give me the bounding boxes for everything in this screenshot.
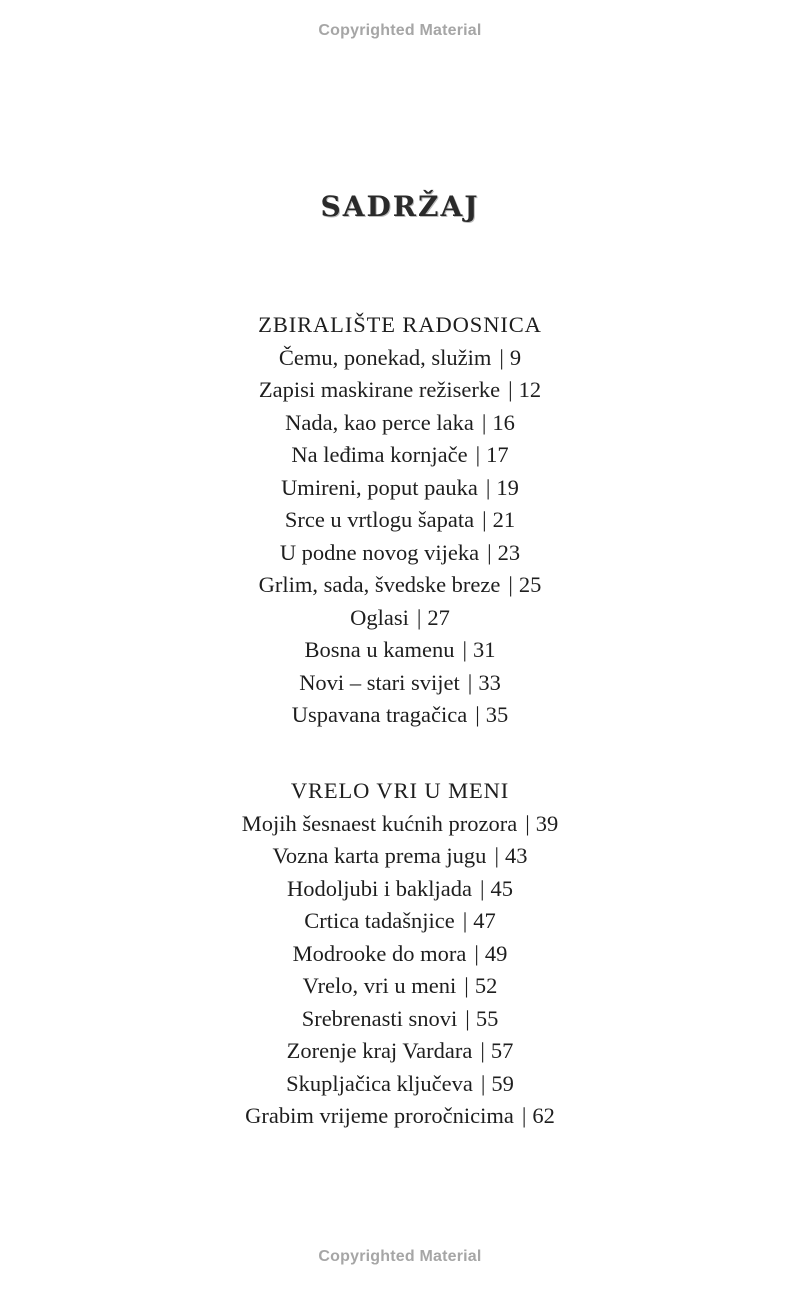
toc-entry bbox=[0, 439, 800, 472]
toc-entry-page: 57 bbox=[490, 1038, 514, 1063]
toc-entry-page: 17 bbox=[486, 442, 509, 467]
toc-entry bbox=[0, 504, 800, 537]
toc-section bbox=[0, 775, 800, 1133]
toc-entry-title: Bosna u kamenu bbox=[304, 637, 455, 662]
toc-entry-page: 31 bbox=[473, 637, 496, 662]
toc-entry-title: Čemu, ponekad, služim bbox=[278, 344, 492, 370]
copyright-watermark-top: Copyrighted Material bbox=[318, 22, 482, 39]
toc-separator: | bbox=[467, 669, 473, 695]
toc-separator: | bbox=[521, 1103, 527, 1128]
toc-entry-title: Zorenje kraj Vardara bbox=[286, 1038, 473, 1063]
toc-entry-page: 47 bbox=[473, 908, 496, 933]
toc-entry-page: 55 bbox=[475, 1005, 499, 1031]
toc-entry bbox=[0, 905, 800, 938]
toc-entry bbox=[0, 537, 800, 570]
toc-entry-title: Vrelo, vri u meni bbox=[302, 973, 457, 998]
toc-list bbox=[0, 342, 800, 732]
toc-separator: | bbox=[475, 702, 480, 727]
toc-entry-title: Uspavana tragačica bbox=[291, 702, 468, 727]
toc-separator: | bbox=[499, 344, 504, 370]
toc-entry-page: 23 bbox=[497, 539, 521, 565]
toc-entry-title: U podne novog vijeka bbox=[279, 539, 480, 565]
toc-entry bbox=[0, 840, 800, 873]
toc-separator: | bbox=[481, 409, 487, 435]
toc-entry bbox=[0, 634, 800, 667]
toc-entry-title: Nada, kao perce laka bbox=[285, 409, 474, 435]
toc-entry-page: 9 bbox=[509, 344, 522, 370]
toc-entry-title: Skupljačica ključeva bbox=[286, 1070, 473, 1096]
toc-entry-page: 16 bbox=[492, 409, 515, 435]
toc-entry-page: 19 bbox=[496, 474, 519, 500]
toc-entry-title: Modrooke do mora bbox=[292, 940, 467, 966]
toc-entry-page: 12 bbox=[518, 377, 542, 402]
toc-separator: | bbox=[482, 507, 487, 532]
toc-entry-title: Srebrenasti snovi bbox=[301, 1005, 458, 1031]
toc-entry-page: 62 bbox=[532, 1103, 555, 1128]
toc-entry-title: Grlim, sada, švedske breze bbox=[258, 572, 501, 597]
toc-separator: | bbox=[525, 810, 530, 836]
toc-entry-page: 35 bbox=[485, 702, 509, 727]
toc-separator: | bbox=[474, 940, 479, 966]
toc-entry bbox=[0, 1068, 800, 1101]
toc-entry-title: Umireni, poput pauka bbox=[281, 474, 478, 500]
toc-entry bbox=[0, 808, 800, 841]
toc-entry-title: Srce u vrtlogu šapata bbox=[284, 507, 475, 532]
toc-separator: | bbox=[480, 1070, 486, 1096]
toc-entry-title: Novi – stari svijet bbox=[299, 669, 460, 695]
toc-separator: | bbox=[464, 973, 469, 998]
toc-entry bbox=[0, 970, 800, 1003]
toc-entry bbox=[0, 1035, 800, 1068]
toc-entry-page: 21 bbox=[492, 507, 516, 532]
toc-entry-title: Vozna karta prema jugu bbox=[272, 843, 487, 868]
toc-entry-page: 25 bbox=[518, 572, 542, 597]
toc-separator: | bbox=[416, 604, 422, 630]
toc-separator: | bbox=[508, 572, 513, 597]
toc-entry bbox=[0, 407, 800, 440]
toc-entry bbox=[0, 569, 800, 602]
toc-entry-page: 43 bbox=[504, 843, 528, 868]
section-heading: VRELO VRI U MENI bbox=[290, 778, 510, 803]
toc-entry-page: 52 bbox=[474, 973, 498, 998]
toc-separator: | bbox=[462, 908, 468, 933]
toc-entry-page: 49 bbox=[484, 940, 508, 966]
toc-separator: | bbox=[485, 474, 491, 500]
toc-entry-title: Hodoljubi i bakljada bbox=[287, 875, 472, 901]
toc-separator: | bbox=[475, 442, 481, 467]
toc-entry bbox=[0, 602, 800, 635]
toc-separator: | bbox=[494, 843, 499, 868]
toc-entry bbox=[0, 938, 800, 971]
toc-entry bbox=[0, 342, 800, 375]
toc-separator: | bbox=[480, 1038, 485, 1063]
section-heading: ZBIRALIŠTE RADOSNICA bbox=[258, 312, 542, 337]
toc-entry-page: 59 bbox=[491, 1070, 514, 1096]
toc-entry-page: 27 bbox=[427, 604, 450, 630]
toc-entry bbox=[0, 699, 800, 732]
toc-entry bbox=[0, 667, 800, 700]
toc-entry-title: Crtica tadašnjice bbox=[304, 908, 455, 933]
toc-entry-title: Oglasi bbox=[350, 604, 409, 630]
copyright-watermark-bottom: Copyrighted Material bbox=[318, 1248, 482, 1265]
toc-entry bbox=[0, 1003, 800, 1036]
toc-entry bbox=[0, 1100, 800, 1133]
toc-separator: | bbox=[487, 539, 492, 565]
toc-section bbox=[0, 309, 800, 732]
toc-entry-page: 45 bbox=[490, 875, 513, 901]
toc-entry-title: Zapisi maskirane režiserke bbox=[258, 377, 501, 402]
toc-entry-title: Mojih šesnaest kućnih prozora bbox=[241, 810, 518, 836]
toc-separator: | bbox=[465, 1005, 470, 1031]
toc-list bbox=[0, 808, 800, 1133]
toc-entry bbox=[0, 374, 800, 407]
toc-separator: | bbox=[462, 637, 467, 662]
toc-entry-page: 39 bbox=[535, 810, 559, 836]
toc-entry-page: 33 bbox=[478, 669, 501, 695]
toc-entry-title: Na leđima kornjače bbox=[291, 442, 468, 467]
toc-entry bbox=[0, 873, 800, 906]
toc-separator: | bbox=[508, 377, 513, 402]
toc-entry-title: Grabim vrijeme proročnicima bbox=[245, 1103, 514, 1128]
toc-separator: | bbox=[479, 875, 485, 901]
page-title: SADRŽAJ bbox=[320, 190, 480, 223]
toc-entry bbox=[0, 472, 800, 505]
